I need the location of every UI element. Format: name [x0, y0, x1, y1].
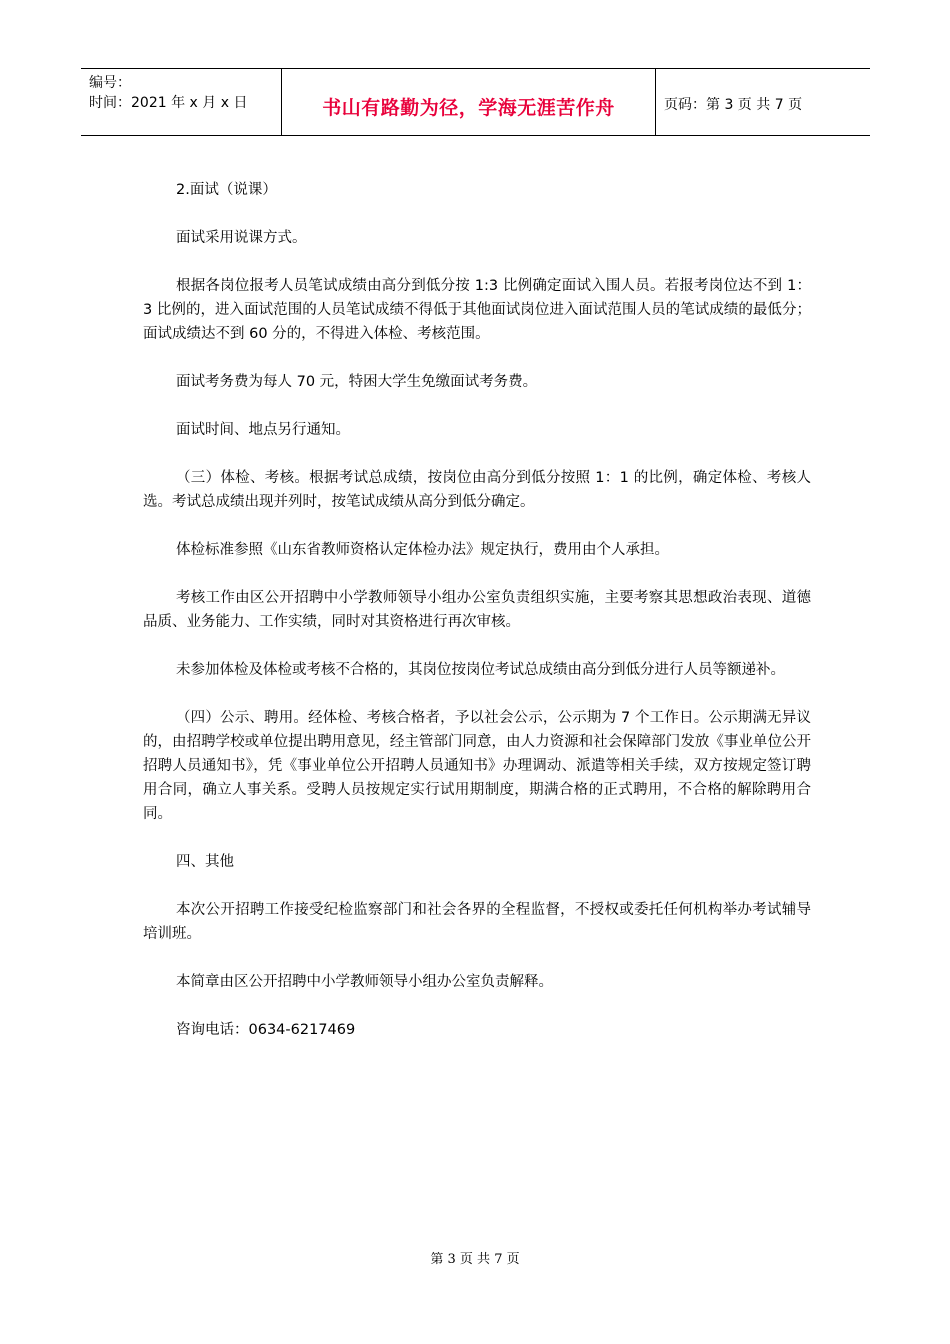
- document-time-label: 时间：2021 年 x 月 x 日: [89, 95, 248, 111]
- paragraph-replacement: 未参加体检及体检或考核不合格的，其岗位按岗位考试总成绩由高分到低分进行人员等额递补。: [176, 662, 785, 678]
- document-number-label: 编号：: [89, 75, 131, 91]
- header-motto: 书山有路勤为径，学海无涯苦作舟: [322, 97, 615, 119]
- header-page-code: 页码：第 3 页 共 7 页: [664, 97, 803, 113]
- header-page-cell: [656, 69, 870, 135]
- paragraph-exam-standard: 体检标准参照《山东省教师资格认定体检办法》规定执行，费用由个人承担。: [176, 542, 669, 558]
- header-table: [81, 68, 870, 136]
- header-info-cell: [81, 69, 282, 135]
- page-footer: 第 3 页 共 7 页: [430, 1252, 520, 1267]
- paragraph-interview-selection: 根据各岗位报考人员笔试成绩由高分到低分按 1:3 比例确定面试入围人员。若报考岗位达不到 1：3 比例的，进入面试范围的人员笔试成绩不得低于其他面试岗位进入面试范围人员的笔试成绩的最低分；面试成绩达不到 60 分的，不得进入体检、考核范围。: [143, 278, 811, 342]
- paragraph-interview-fee: 面试考务费为每人 70 元，特困大学生免缴面试考务费。: [176, 374, 538, 390]
- paragraph-physical-exam: （三）体检、考核。根据考试总成绩，按岗位由高分到低分按照 1：1 的比例，确定体检、考核人选。考试总成绩出现并列时，按笔试成绩从高分到低分确定。: [143, 470, 811, 510]
- document-body: [143, 178, 811, 1066]
- header-motto-cell: [282, 69, 656, 135]
- paragraph-assessment: 考核工作由区公开招聘中小学教师领导小组办公室负责组织实施，主要考察其思想政治表现、道德品质、业务能力、工作实绩，同时对其资格进行再次审核。: [143, 590, 811, 630]
- paragraph-contact-phone: 咨询电话：0634-6217469: [176, 1022, 356, 1038]
- paragraph-publicity-hiring: （四）公示、聘用。经体检、考核合格者，予以社会公示，公示期为 7 个工作日。公示期满无异议的，由招聘学校或单位提出聘用意见，经主管部门同意，由人力资源和社会保障部门发放《事业单位公开招聘人员通知书》，凭《事业单位公开招聘人员通知书》办理调动、派遣等相关手续，双方按规定签订聘用合同，确立人事关系。受聘人员按规定实行试用期制度，期满合格的正式聘用，不合格的解除聘用合同。: [143, 710, 811, 822]
- section-heading-interview: 2.面试（说课）: [176, 182, 277, 198]
- paragraph-interpretation: 本简章由区公开招聘中小学教师领导小组办公室负责解释。: [176, 974, 553, 990]
- paragraph-interview-method: 面试采用说课方式。: [176, 230, 307, 246]
- section-heading-other: 四、其他: [176, 854, 234, 870]
- paragraph-supervision: 本次公开招聘工作接受纪检监察部门和社会各界的全程监督，不授权或委托任何机构举办考试辅导培训班。: [143, 902, 811, 942]
- paragraph-interview-time: 面试时间、地点另行通知。: [176, 422, 350, 438]
